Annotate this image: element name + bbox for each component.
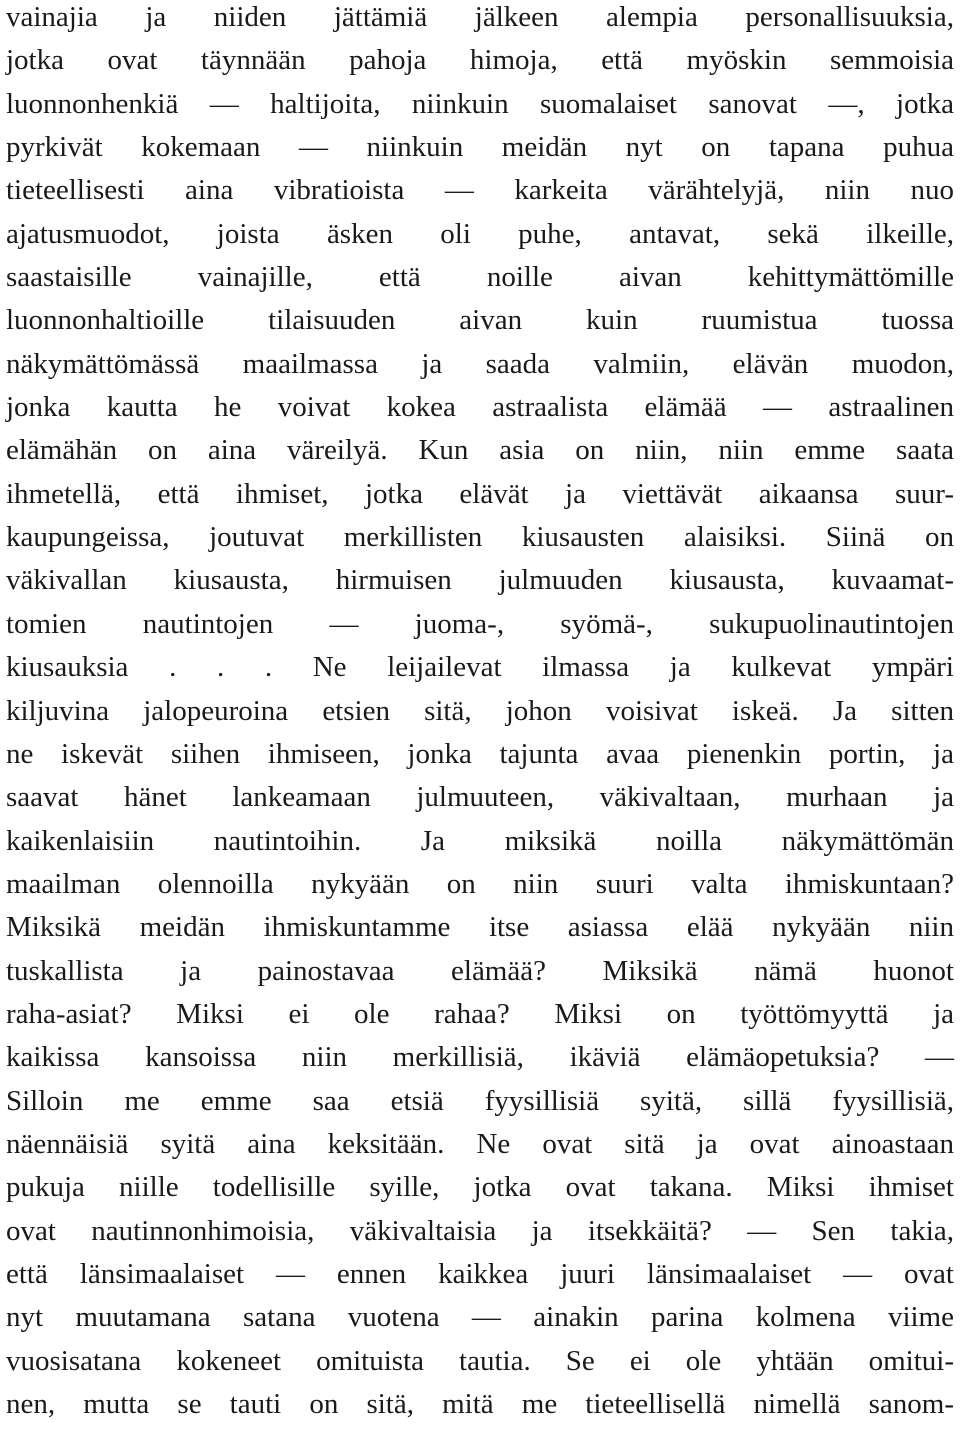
text-line: vainajia ja niiden jättämiä jälkeen alempia personallisuuksia, bbox=[6, 1, 954, 33]
text-line: vuosisatana kokeneet omituista tautia. Se ei ole yhtään omitui- bbox=[6, 1344, 954, 1377]
text-line: Silloin me emme saa etsiä fyysillisiä syitä, sillä fyysillisiä, bbox=[6, 1084, 954, 1117]
text-line: maailman olennoilla nykyään on niin suuri valta ihmiskuntaan? bbox=[6, 867, 954, 900]
text-line: kaikissa kansoissa niin merkillisiä, ikäviä elämäopetuksia? — bbox=[6, 1041, 954, 1074]
text-line: tuskallista ja painostavaa elämää? Miksikä nämä huonot bbox=[6, 954, 954, 987]
text-line: kiljuvina jalopeuroina etsien sitä, johon voisivat iskeä. Ja sitten bbox=[6, 694, 954, 727]
text-line: näkymättömässä maailmassa ja saada valmiin, elävän muodon, bbox=[6, 347, 954, 380]
text-line: ne iskevät siihen ihmiseen, jonka tajunta avaa pienenkin portin, ja bbox=[6, 737, 954, 770]
text-line: Miksikä meidän ihmiskuntamme itse asiassa elää nykyään niin bbox=[6, 911, 954, 944]
text-line: tomien nautintojen — juoma-, syömä-, sukupuolinautintojen bbox=[6, 607, 954, 640]
text-line: pukuja niille todellisille syille, jotka ovat takana. Miksi ihmiset bbox=[6, 1171, 954, 1204]
text-line: että länsimaalaiset — ennen kaikkea juuri länsimaalaiset — ovat bbox=[6, 1257, 954, 1290]
text-line: jotka ovat täynnään pahoja himoja, että myöskin semmoisia bbox=[6, 44, 954, 77]
text-line: näennäisiä syitä aina keksitään. Ne ovat sitä ja ovat ainoastaan bbox=[6, 1127, 954, 1160]
text-line: tieteellisesti aina vibratioista — karkeita värähtelyjä, niin nuo bbox=[6, 174, 954, 207]
text-line: nen, mutta se tauti on sitä, mitä me tieteellisellä nimellä sanom- bbox=[6, 1388, 954, 1420]
text-line: kiusauksia . . . Ne leijailevat ilmassa ja kulkevat ympäri bbox=[6, 651, 954, 684]
text-line: jonka kautta he voivat kokea astraalista elämää — astraalinen bbox=[6, 391, 954, 424]
text-line: elämähän on aina väreilyä. Kun asia on niin, niin emme saata bbox=[6, 434, 954, 467]
text-line: pyrkivät kokemaan — niinkuin meidän nyt on tapana puhua bbox=[6, 131, 954, 164]
text-line: ajatusmuodot, joista äsken oli puhe, antavat, sekä ilkeille, bbox=[6, 217, 954, 250]
document-page bbox=[6, 0, 954, 1437]
text-line: luonnonhenkiä — haltijoita, niinkuin suomalaiset sanovat —, jotka bbox=[6, 87, 954, 120]
text-line: luonnonhaltioille tilaisuuden aivan kuin ruumistua tuossa bbox=[6, 304, 954, 337]
text-line: saavat hänet lankeamaan julmuuteen, väkivaltaan, murhaan ja bbox=[6, 781, 954, 814]
text-line: nyt muutamana satana vuotena — ainakin parina kolmena viime bbox=[6, 1301, 954, 1334]
text-line: kaikenlaisiin nautintoihin. Ja miksikä noilla näkymättömän bbox=[6, 824, 954, 857]
text-line: saastaisille vainajille, että noille aivan kehittymättömille bbox=[6, 261, 954, 294]
text-line: ovat nautinnonhimoisia, väkivaltaisia ja itsekkäitä? — Sen takia, bbox=[6, 1214, 954, 1247]
text-line: ihmetellä, että ihmiset, jotka elävät ja viettävät aikaansa suur- bbox=[6, 477, 954, 510]
text-line: väkivallan kiusausta, hirmuisen julmuuden kiusausta, kuvaamat- bbox=[6, 564, 954, 597]
text-line: kaupungeissa, joutuvat merkillisten kiusausten alaisiksi. Siinä on bbox=[6, 521, 954, 554]
text-line: raha-asiat? Miksi ei ole rahaa? Miksi on työttömyyttä ja bbox=[6, 997, 954, 1030]
